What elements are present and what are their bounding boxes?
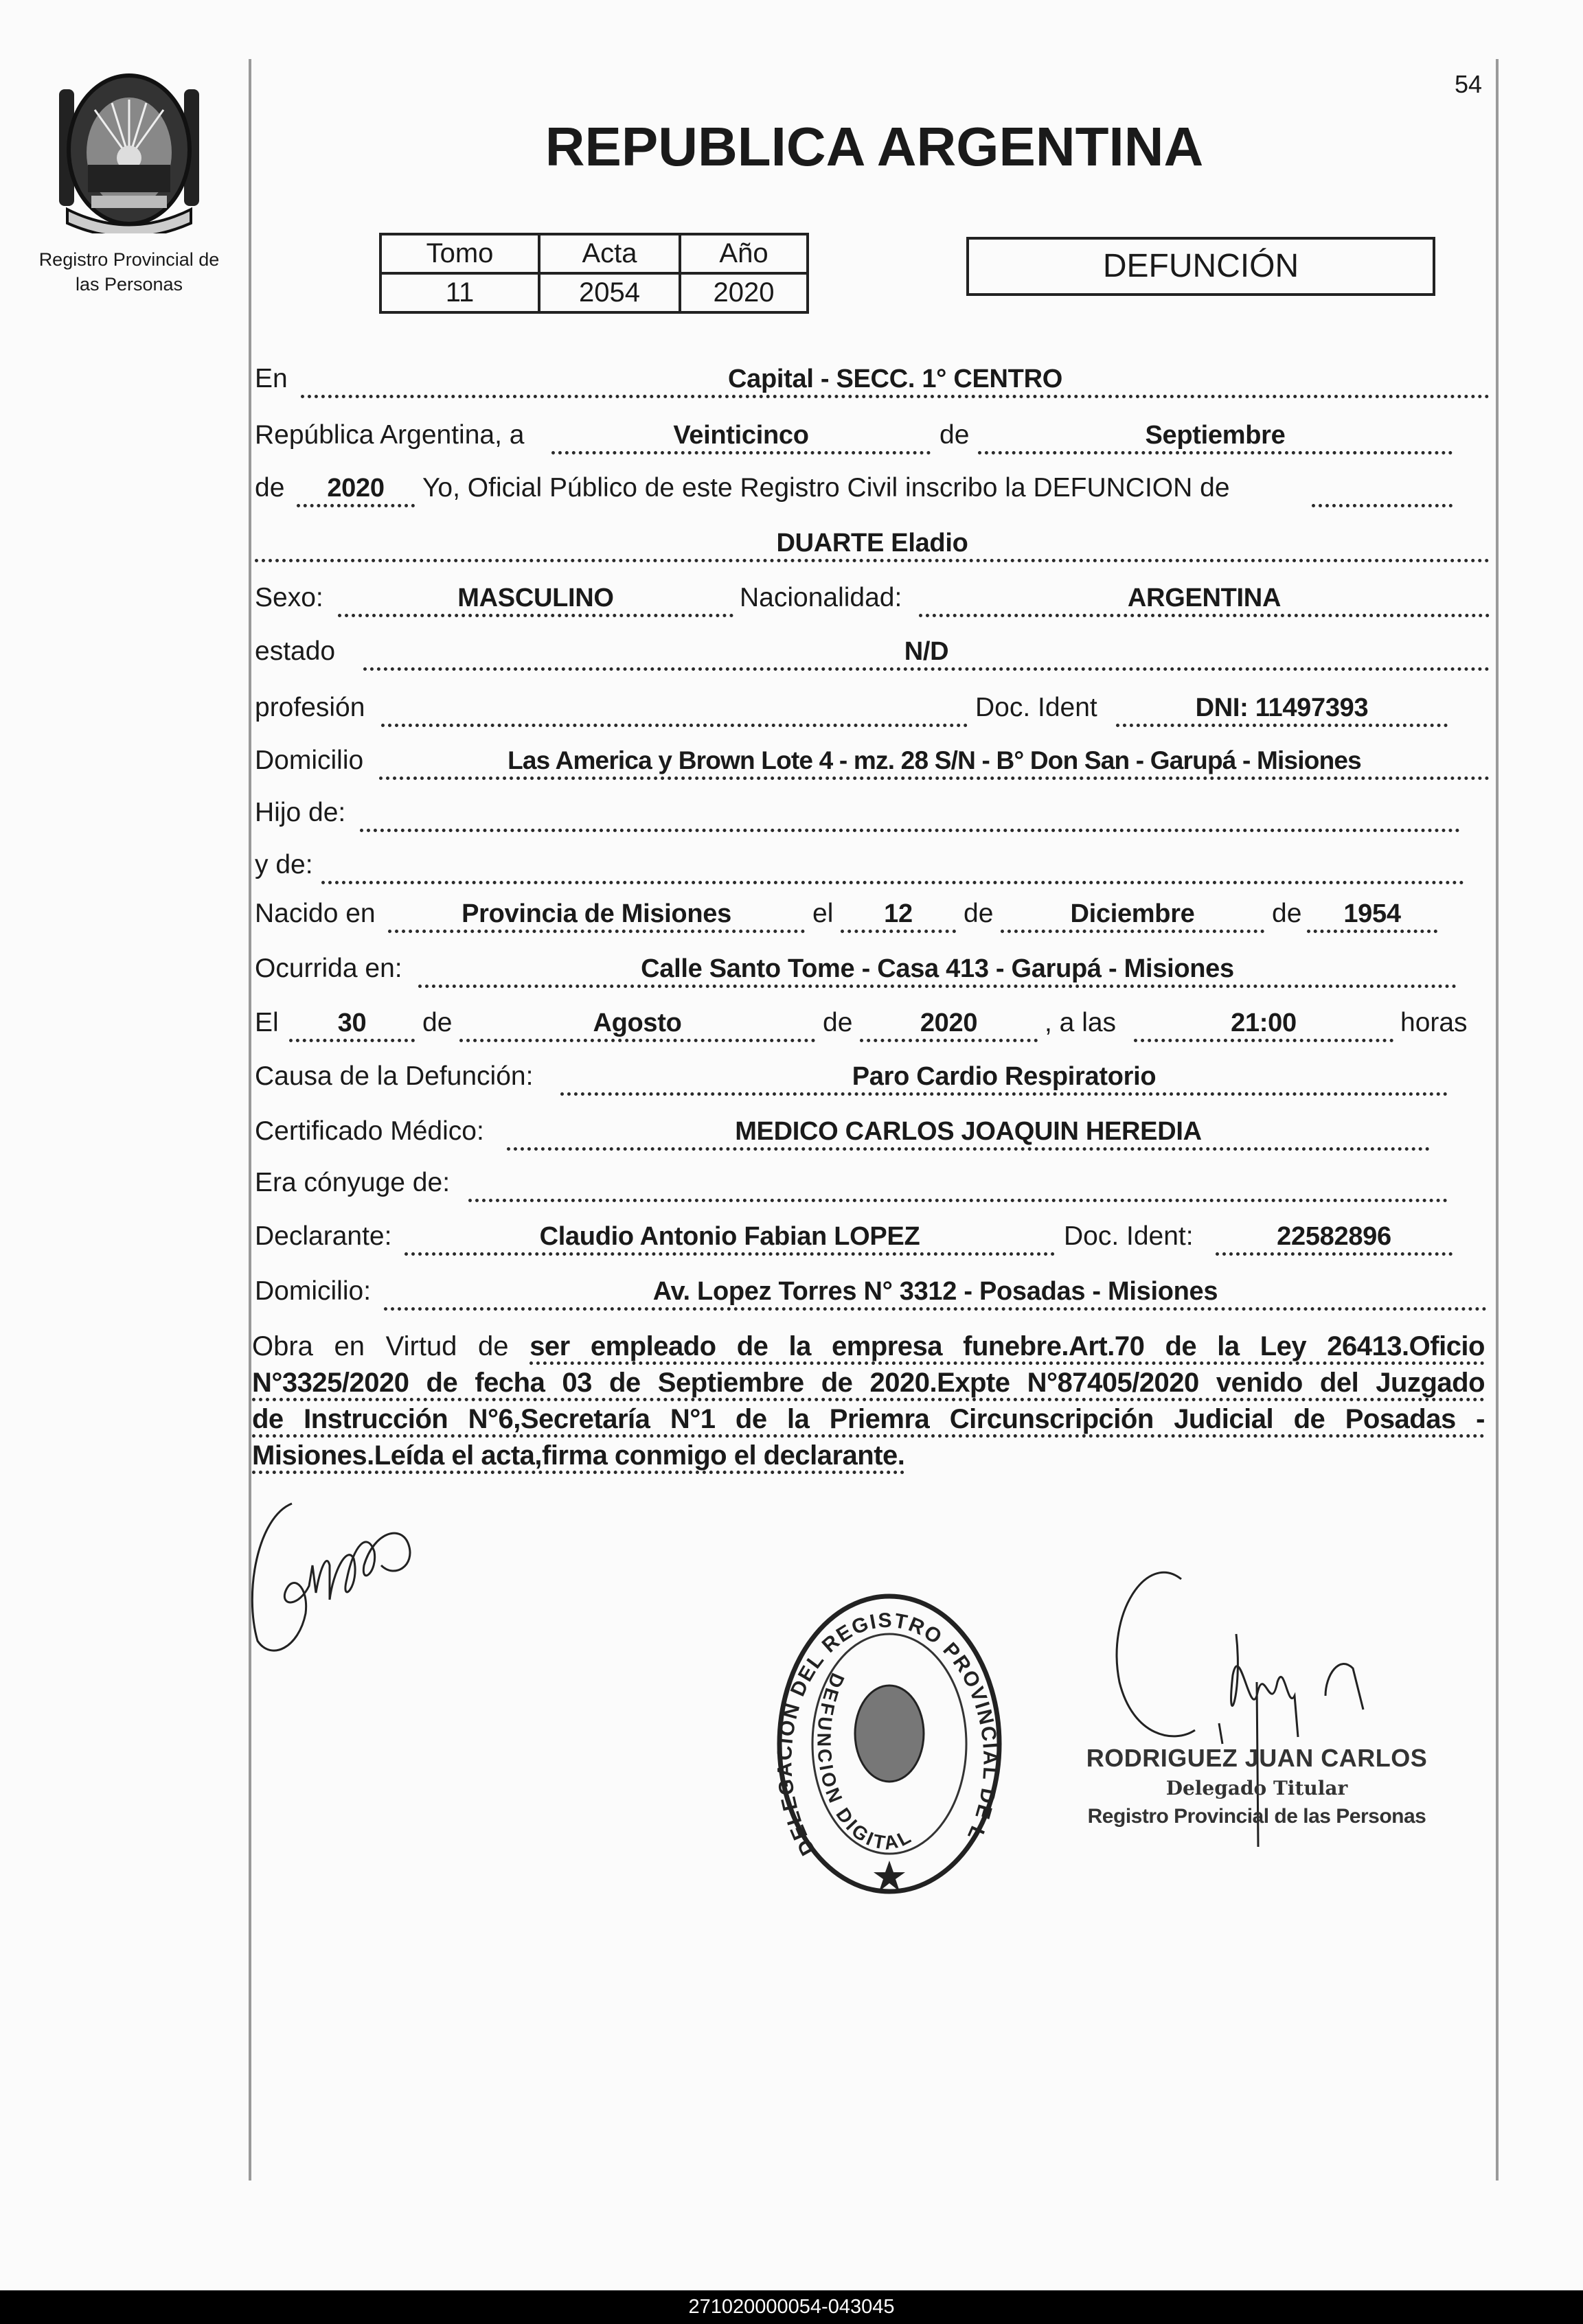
birth-year-field: 1954	[1307, 898, 1437, 933]
declarante-field: Claudio Antonio Fabian LOPEZ	[405, 1221, 1055, 1256]
profesion-field	[381, 692, 968, 727]
row-date	[0, 419, 1583, 451]
row-nacido	[0, 898, 1583, 930]
row-estado	[0, 636, 1583, 667]
estado-label: estado	[255, 636, 336, 666]
domicilio-field: Las America y Brown Lote 4 - mz. 28 S/N - B° Don San - Garupá - Misiones	[379, 745, 1490, 780]
day-field: Veinticinco	[551, 419, 931, 455]
obra-text: de Instrucción N°6,Secretaría N°1 de la Priemra Circunscripción Judicial de Posadas -	[252, 1404, 1485, 1438]
obra-line-4	[252, 1440, 1485, 1476]
row-death-date	[0, 1007, 1583, 1039]
ano-header: Año	[680, 234, 808, 273]
death-time-field: 21:00	[1134, 1007, 1393, 1042]
obra-line-1	[252, 1331, 1485, 1367]
row-causa	[0, 1061, 1583, 1092]
declarante-label: Declarante:	[255, 1221, 392, 1251]
record-table	[379, 233, 809, 314]
obra-text: ser empleado de la empresa funebre.Art.70 de la Ley 26413.Oficio	[529, 1331, 1485, 1365]
de-label: de	[823, 1008, 853, 1037]
birth-day-field: 12	[841, 898, 956, 933]
year-field: 2020	[297, 472, 415, 507]
obra-text: N°3325/2020 de fecha 03 de Septiembre de 2020.Expte N°87405/2020 venido del Juzgado	[252, 1368, 1485, 1401]
doc-ident-label: Doc. Ident	[975, 693, 1097, 722]
row-en	[0, 363, 1583, 395]
tomo-value: 11	[380, 273, 539, 312]
row-declarante	[0, 1221, 1583, 1252]
inscribo-text: Yo, Oficial Público de este Registro Civil inscribo la DEFUNCION de	[422, 473, 1230, 503]
page-title: REPUBLICA ARGENTINA	[545, 116, 1204, 177]
doc-ident-field: DNI: 11497393	[1116, 692, 1448, 727]
hijo-field	[360, 797, 1460, 832]
domicilio-label: Domicilio	[255, 746, 364, 775]
obra-paragraph	[252, 1331, 1485, 1476]
declarante-domicilio-field: Av. Lopez Torres N° 3312 - Posadas - Misiones	[384, 1276, 1487, 1311]
ano-value: 2020	[680, 273, 808, 312]
birth-month-field: Diciembre	[1001, 898, 1264, 933]
death-day-field: 30	[289, 1007, 415, 1042]
row-sexo	[0, 582, 1583, 614]
province-coat-of-arms-logo	[54, 69, 205, 233]
tomo-header: Tomo	[380, 234, 539, 273]
en-field: Capital - SECC. 1° CENTRO	[301, 363, 1490, 398]
row-domicilio	[0, 745, 1583, 776]
y-de-label: y de:	[255, 850, 313, 879]
de-label: de	[1272, 899, 1302, 928]
de-label: de	[939, 420, 970, 450]
estado-field: N/D	[363, 636, 1490, 671]
de-label: de	[964, 899, 994, 928]
official-name-block	[1071, 1744, 1442, 1828]
certificado-field: MEDICO CARLOS JOAQUIN HEREDIA	[507, 1116, 1430, 1151]
registry-line-2: las Personas	[75, 274, 183, 295]
row-ocurrida	[0, 953, 1583, 985]
de-label: de	[422, 1008, 453, 1037]
el-label: El	[255, 1008, 279, 1037]
de-label: de	[255, 473, 285, 503]
obra-line-2	[252, 1367, 1485, 1403]
sexo-field: MASCULINO	[338, 582, 733, 617]
month-field: Septiembre	[978, 419, 1453, 455]
declarante-doc-field: 22582896	[1216, 1221, 1453, 1256]
declarant-signature	[244, 1490, 422, 1668]
row-hijo	[0, 797, 1583, 829]
el-label: el	[812, 899, 834, 928]
row-name	[0, 527, 1583, 559]
acta-value: 2054	[539, 273, 680, 312]
row-year	[0, 472, 1583, 504]
republica-label: República Argentina, a	[255, 420, 525, 450]
causa-label: Causa de la Defunción:	[255, 1061, 534, 1091]
stamp-outer-text: DELEGACION DEL REGISTRO PROVINCIAL DE L	[775, 1609, 1002, 1859]
document-code: 271020000054-043045	[688, 2296, 895, 2318]
ocurrida-field: Calle Santo Tome - Casa 413 - Garupá - Misiones	[418, 953, 1457, 988]
acta-header: Acta	[539, 234, 680, 273]
death-month-field: Agosto	[459, 1007, 815, 1042]
conyuge-label: Era cónyuge de:	[255, 1168, 451, 1197]
nacido-label: Nacido en	[255, 899, 376, 928]
stamp-inner-text: DEFUNCION DIGITAL	[813, 1670, 917, 1854]
record-type-box: DEFUNCIÓN	[966, 237, 1435, 296]
row-declarante-domicilio	[0, 1276, 1583, 1307]
nacido-field: Provincia de Misiones	[388, 898, 805, 933]
registry-name	[14, 247, 244, 297]
death-year-field: 2020	[860, 1007, 1038, 1042]
official-office: Registro Provincial de las Personas	[1087, 1805, 1426, 1828]
y-de-field	[321, 849, 1464, 884]
en-label: En	[255, 364, 288, 393]
official-name: RODRIGUEZ JUAN CARLOS	[1086, 1744, 1428, 1772]
hijo-label: Hijo de:	[255, 798, 346, 827]
causa-field: Paro Cardio Respiratorio	[560, 1061, 1448, 1096]
row-y-de	[0, 849, 1583, 881]
row-certificado	[0, 1116, 1583, 1147]
declarante-domicilio-label: Domicilio:	[255, 1276, 372, 1306]
declarante-doc-label: Doc. Ident:	[1064, 1221, 1194, 1251]
obra-line-3	[252, 1403, 1485, 1440]
conyuge-field	[468, 1167, 1448, 1202]
official-role: Delegado Titular	[1165, 1777, 1348, 1799]
deceased-name-field: DUARTE Eladio	[255, 527, 1490, 562]
profesion-label: profesión	[255, 693, 365, 722]
nacionalidad-field: ARGENTINA	[919, 582, 1490, 617]
certificado-label: Certificado Médico:	[255, 1116, 484, 1146]
page-number: 54	[1455, 70, 1483, 98]
row-conyuge	[0, 1167, 1583, 1199]
registry-line-1: Registro Provincial de	[38, 249, 220, 270]
obra-label: Obra en Virtud de	[252, 1331, 509, 1361]
horas-label: horas	[1400, 1008, 1468, 1037]
sexo-label: Sexo:	[255, 583, 323, 612]
footer-bar	[0, 2290, 1583, 2324]
ocurrida-label: Ocurrida en:	[255, 954, 402, 983]
official-stamp	[775, 1589, 1005, 1898]
a-las-label: , a las	[1045, 1008, 1117, 1037]
obra-text: Misiones.Leída el acta,firma conmigo el declarante.	[252, 1440, 904, 1474]
inscribo-field	[1312, 472, 1453, 507]
nacionalidad-label: Nacionalidad:	[740, 583, 902, 612]
row-profesion	[0, 692, 1583, 724]
